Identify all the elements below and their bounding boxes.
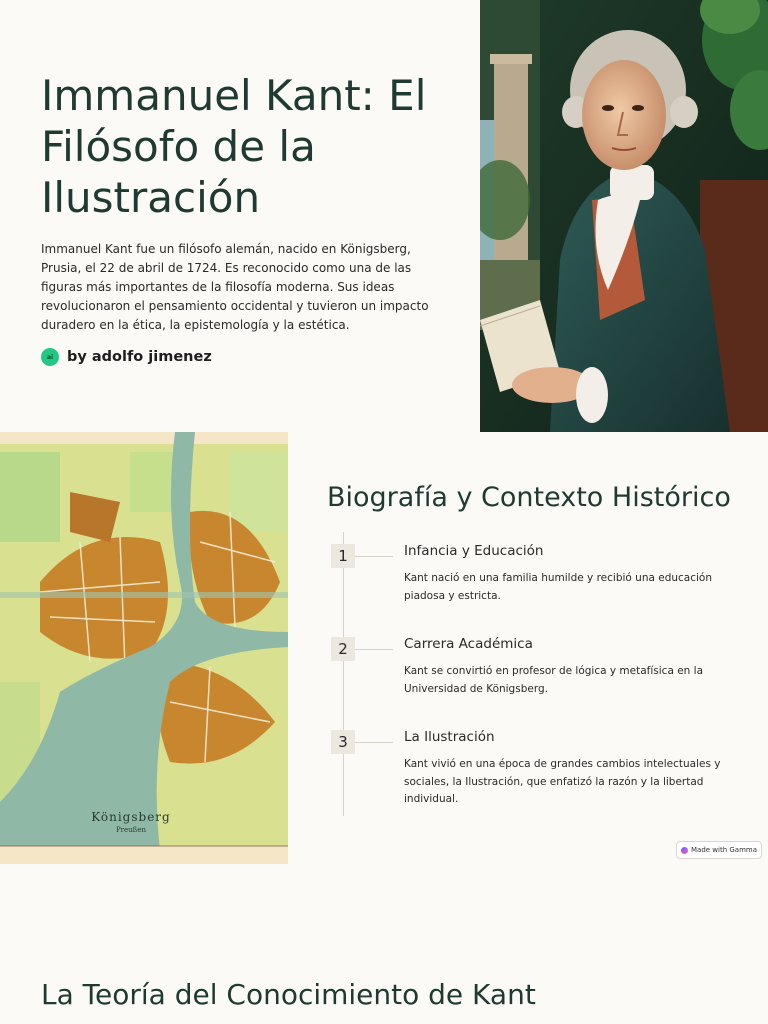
section-title-knowledge: La Teoría del Conocimiento de Kant — [41, 978, 536, 1011]
timeline-title: Infancia y Educación — [404, 543, 544, 559]
timeline-connector — [355, 649, 393, 650]
timeline-text: Kant nació en una familia humilde y recibió una educación piadosa y estricta. — [404, 572, 713, 602]
timeline-number: 1 — [331, 544, 355, 568]
author-byline[interactable] — [41, 347, 212, 367]
section-title-biography: Biografía y Contexto Histórico — [327, 482, 731, 513]
made-with-gamma-button[interactable] — [676, 841, 762, 859]
timeline-connector — [355, 742, 393, 743]
timeline-text: Kant se convirtió en profesor de lógica y metafísica en la Universidad de Königsberg. — [404, 665, 704, 695]
author-name: by adolfo jimenez — [67, 349, 212, 365]
map-label: Königsberg — [91, 810, 171, 824]
slide-biography — [0, 432, 768, 864]
portrait-image — [480, 0, 768, 432]
page-title: Immanuel Kant: El Filósofo de la Ilustración — [41, 71, 427, 222]
timeline-number: 2 — [331, 637, 355, 661]
slide-knowledge-theory — [0, 864, 768, 1024]
timeline-number: 3 — [331, 730, 355, 754]
timeline-text: Kant vivió en una época de grandes cambios intelectuales y sociales, la Ilustración, que enfatizó la razón y la libertad individual. — [404, 758, 721, 805]
map-image — [0, 432, 288, 864]
timeline-title: Carrera Académica — [404, 636, 533, 652]
city-map-icon — [0, 432, 288, 864]
intro-paragraph: Immanuel Kant fue un filósofo alemán, nacido en Königsberg, Prusia, el 22 de abril de 1724. Es reconocido como una de las figuras más importantes de la filosofía moderna. Sus ideas revolucionaron el pensamiento occidental y tuvieron un impacto duradero en la ética, la epistemología y la estética. — [41, 242, 429, 332]
badge-label: Made with Gamma — [690, 846, 758, 854]
gamma-logo-icon — [681, 847, 688, 854]
timeline-connector — [355, 556, 393, 557]
avatar-text: ai — [46, 353, 54, 361]
portrait-painting-icon — [480, 0, 768, 432]
map-sublabel: Preußen — [115, 826, 147, 834]
avatar — [41, 348, 59, 366]
timeline-title: La Ilustración — [404, 729, 495, 745]
timeline-line — [343, 532, 344, 816]
slide-title — [0, 0, 768, 432]
